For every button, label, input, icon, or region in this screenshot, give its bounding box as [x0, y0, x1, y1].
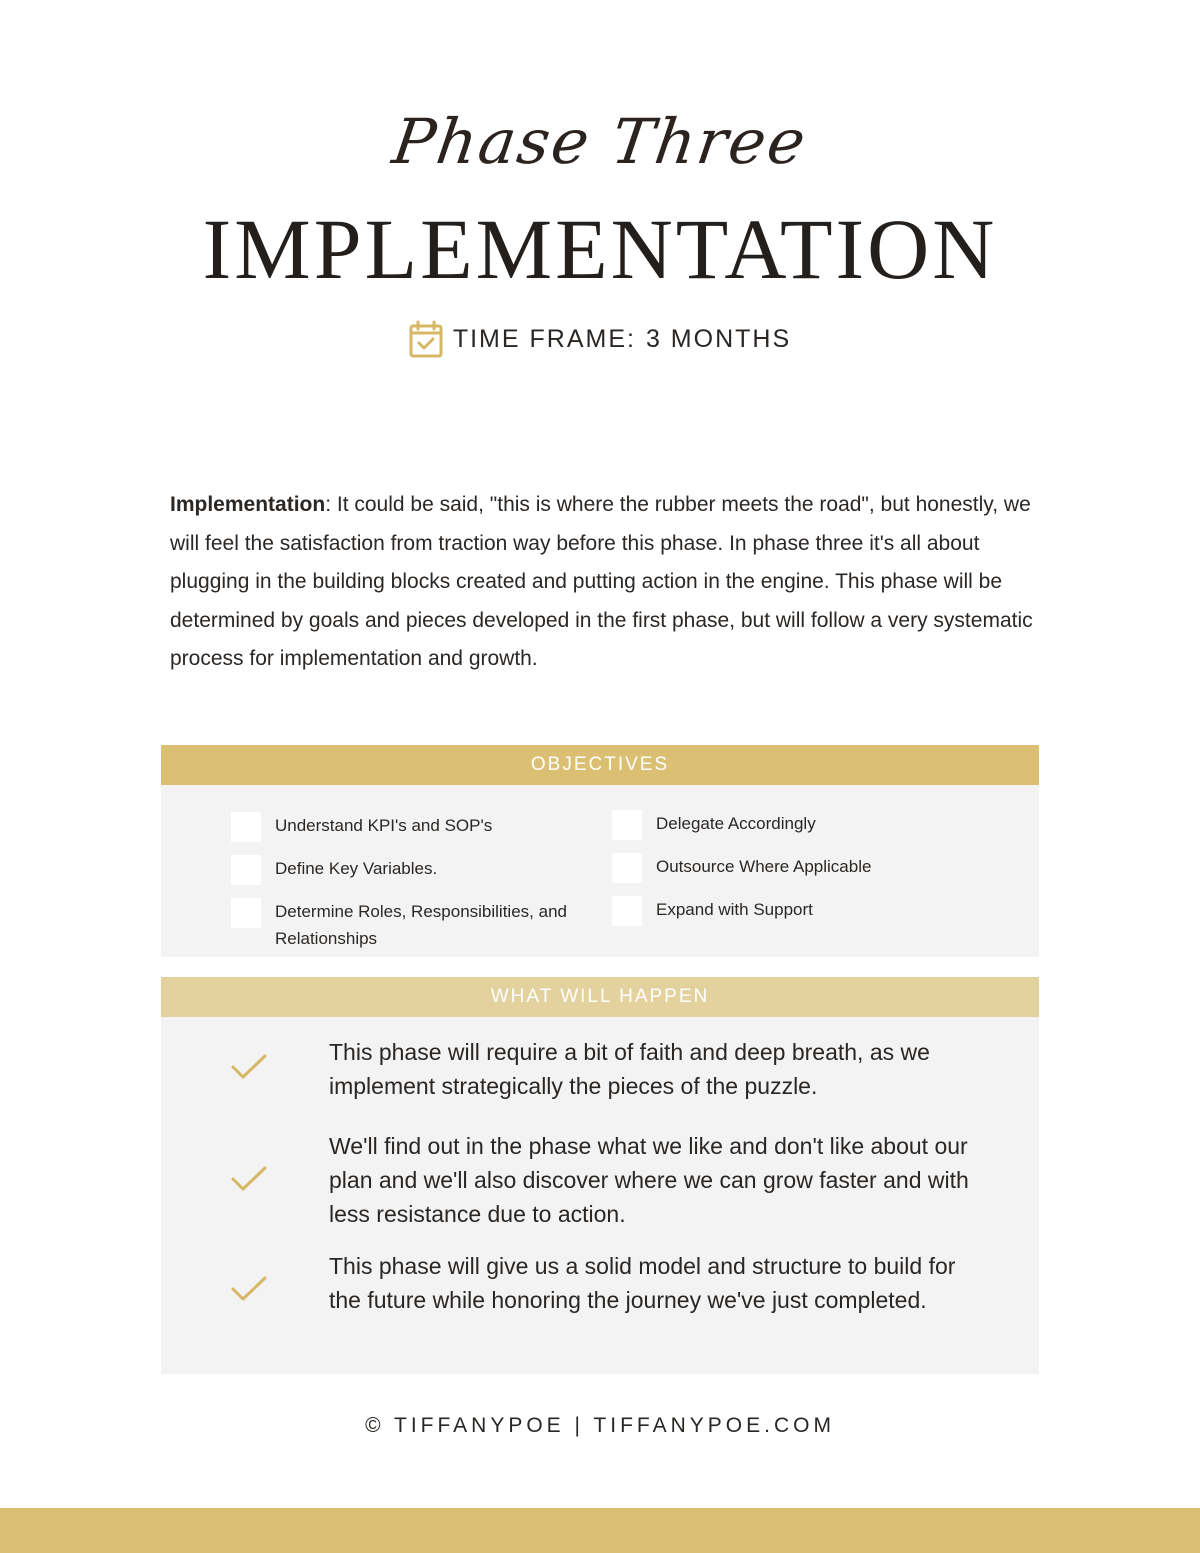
objective-item[interactable] [231, 812, 595, 842]
checkbox[interactable] [612, 810, 642, 840]
timeframe [0, 320, 1200, 358]
what-will-happen-heading: WHAT WILL HAPPEN [161, 977, 1039, 1017]
what-will-happen-panel [161, 1017, 1039, 1374]
objective-label: Define Key Variables. [275, 859, 438, 878]
objective-item[interactable] [612, 853, 976, 883]
page-title: IMPLEMENTATION [202, 201, 998, 297]
intro-paragraph [170, 486, 1050, 679]
happen-item: This phase will require a bit of faith and deep breath, as we implement strategically the pieces of the puzzle. [329, 1039, 930, 1099]
checkmark-icon [231, 1165, 267, 1198]
checkbox[interactable] [231, 855, 261, 885]
objective-item[interactable] [612, 896, 976, 926]
checkbox[interactable] [231, 812, 261, 842]
objective-item[interactable] [231, 855, 595, 885]
objective-label: Understand KPI's and SOP's [275, 816, 493, 835]
intro-lead: Implementation [170, 493, 326, 516]
objectives-heading: OBJECTIVES [161, 745, 1039, 785]
happen-item: This phase will give us a solid model and structure to build for the future while honoring the journey we've just completed. [329, 1253, 956, 1313]
intro-text: : It could be said, "this is where the rubber meets the road", but honestly, we will feel the satisfaction from traction way before this phase. In phase three it's all about plugging in the building blocks created and putting action in the engine. This phase will be determined by goals and pieces developed in the first phase, but will follow a very systematic process for implementation and growth. [170, 493, 1033, 670]
bottom-bar [0, 1508, 1200, 1553]
checkbox[interactable] [612, 853, 642, 883]
footer-credit: © TIFFANYPOE | TIFFANYPOE.COM [365, 1414, 835, 1437]
checkmark-icon [231, 1275, 267, 1308]
happen-item: We'll find out in the phase what we like and don't like about our plan and we'll also discover where we can grow faster and with less resistance due to action. [329, 1133, 969, 1227]
calendar-check-icon [409, 320, 443, 358]
objective-item[interactable] [231, 898, 595, 952]
objective-item[interactable] [612, 810, 976, 840]
objective-label: Outsource Where Applicable [656, 857, 872, 876]
objective-label: Determine Roles, Responsibilities, and Relationships [275, 902, 567, 948]
script-title: Phase Three [388, 105, 812, 178]
checkmark-icon [231, 1053, 267, 1086]
checkbox[interactable] [231, 898, 261, 928]
timeframe-value: 3 MONTHS [645, 324, 792, 353]
objective-label: Delegate Accordingly [656, 814, 816, 833]
objectives-panel [161, 785, 1039, 957]
timeframe-label: TIME FRAME: [452, 324, 636, 353]
objective-label: Expand with Support [656, 900, 813, 919]
checkbox[interactable] [612, 896, 642, 926]
